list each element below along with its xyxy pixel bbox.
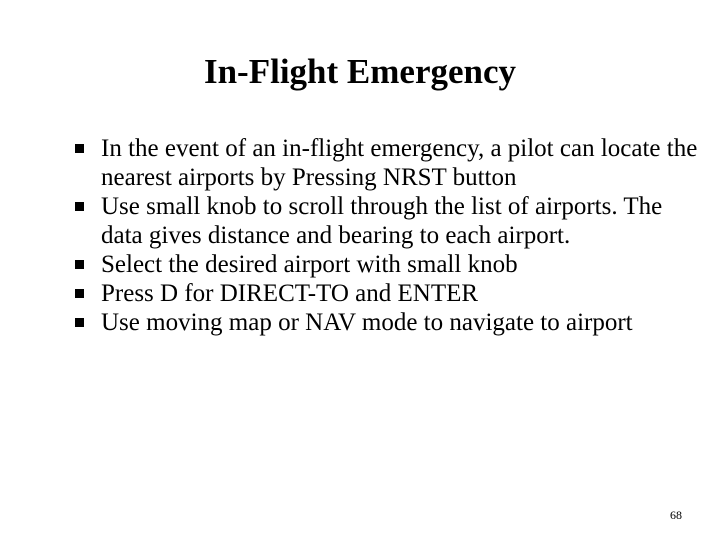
bullet-item	[68, 308, 698, 337]
square-bullet-icon	[75, 144, 84, 153]
square-bullet-icon	[75, 318, 84, 327]
square-bullet-icon	[75, 260, 84, 269]
bullet-text: Use moving map or NAV mode to navigate to airport	[101, 309, 633, 336]
square-bullet-icon	[75, 289, 84, 298]
bullet-item	[68, 134, 698, 192]
bullet-item	[68, 279, 698, 308]
bullet-text: Select the desired airport with small knob	[101, 251, 518, 278]
square-bullet-icon	[75, 202, 84, 211]
bullet-text: Use small knob to scroll through the list of airports. The data gives distance and bearing to each airport.	[101, 193, 663, 249]
bullet-text: In the event of an in-flight emergency, a pilot can locate the nearest airports by Pressing NRST button	[101, 135, 698, 191]
page-number: 68	[670, 508, 682, 522]
bullet-list	[68, 134, 698, 337]
bullet-text: Press D for DIRECT-TO and ENTER	[101, 280, 479, 307]
slide-title: In-Flight Emergency	[203, 52, 517, 91]
bullet-item	[68, 192, 698, 250]
bullet-item	[68, 250, 698, 279]
